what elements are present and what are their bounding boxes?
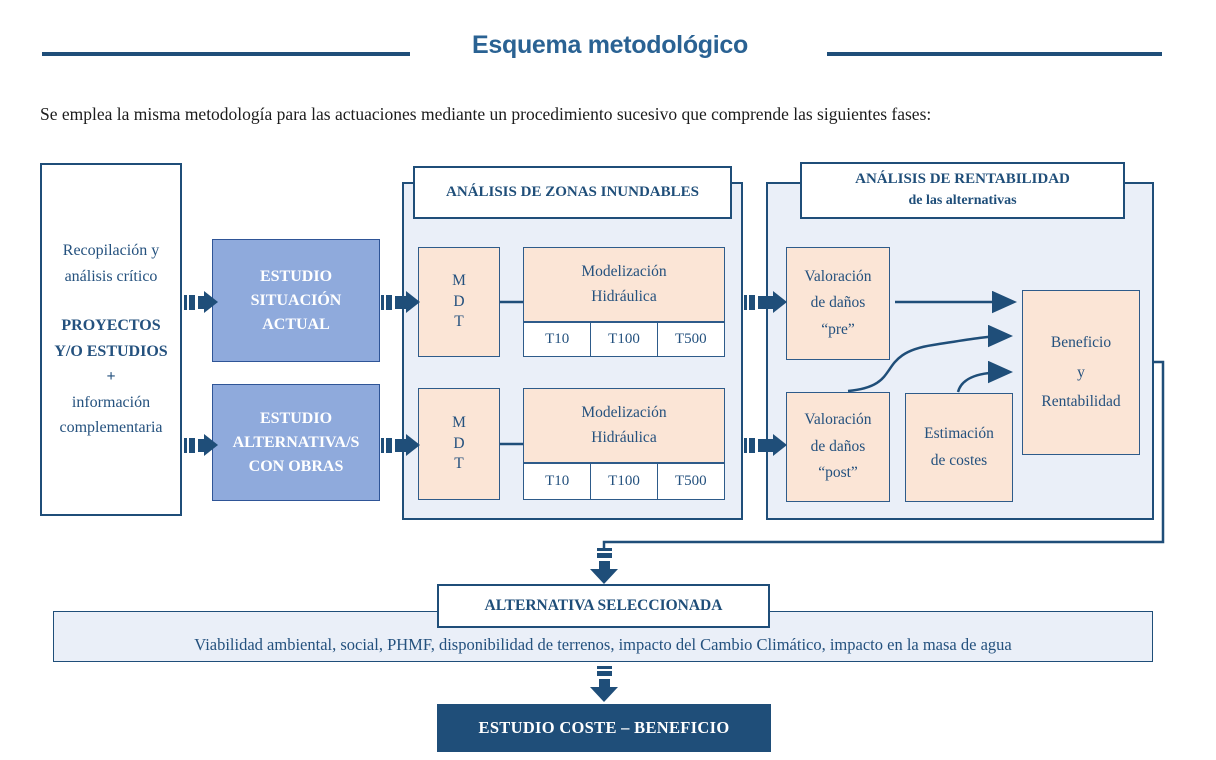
damage-pre-line: de daños [810, 294, 866, 312]
benefit-line: Rentabilidad [1041, 393, 1121, 411]
selected-alternative-box [437, 584, 770, 628]
mdt-letter: D [453, 434, 465, 452]
damage-pre-line: “pre” [821, 320, 855, 338]
cost-benefit-box [437, 704, 771, 752]
source-line: PROYECTOS [61, 317, 161, 335]
damage-pre-box [786, 247, 890, 360]
selected-alternative-label: ALTERNATIVA SELECCIONADA [484, 597, 723, 614]
down-arrow-icon [590, 548, 618, 584]
striped-arrow-icon [744, 434, 787, 456]
title-rule-right [827, 52, 1162, 56]
damage-post-box [786, 392, 890, 502]
hydraulic-model-line: Modelización [581, 403, 667, 421]
striped-arrow-icon [381, 291, 420, 313]
study-box-line: ALTERNATIVA/S [232, 433, 360, 451]
damage-post-line: de daños [810, 437, 866, 455]
viability-text: Viabilidad ambiental, social, PHMF, disponibilidad de terrenos, impacto del Cambio Climático, impacto en la masa de agua [194, 635, 1012, 654]
profit-analysis-title: ANÁLISIS DE RENTABILIDAD [855, 171, 1070, 188]
down-arrow-icon [590, 666, 618, 702]
source-line: análisis crítico [64, 267, 158, 285]
profit-analysis-header [800, 162, 1125, 219]
profit-analysis-subtitle: de las alternativas [908, 193, 1017, 209]
hydraulic-model-line: Hidráulica [591, 428, 657, 446]
title-rule-left [42, 52, 410, 56]
damage-pre-line: Valoración [804, 267, 872, 285]
source-line: Y/O ESTUDIOS [54, 342, 168, 360]
striped-arrow-icon [184, 291, 218, 313]
return-period-cell: T500 [657, 463, 725, 500]
hydraulic-model-box [523, 247, 725, 322]
return-period-cell: T10 [523, 463, 591, 500]
intro-text: Se emplea la misma metodología para las actuaciones mediante un procedimiento sucesivo que comprende las siguientes fases: [40, 104, 932, 124]
return-period-cell: T500 [657, 322, 725, 357]
benefit-line: y [1077, 363, 1085, 381]
source-line: información [71, 393, 151, 411]
study-box-line: CON OBRAS [248, 457, 344, 475]
hydraulic-model-box [523, 388, 725, 463]
study-box-line: ACTUAL [262, 315, 330, 333]
study-box-line: ESTUDIO [259, 267, 333, 285]
mdt-box [418, 388, 500, 500]
hydraulic-model-line: Hidráulica [591, 287, 657, 305]
mdt-letter: M [452, 271, 466, 289]
source-line: complementaria [59, 419, 163, 437]
return-period-cell: T100 [590, 322, 658, 357]
cost-estimate-line: de costes [930, 451, 988, 469]
study-box-line: ESTUDIO [259, 409, 333, 427]
return-period-cell: T10 [523, 322, 591, 357]
striped-arrow-icon [184, 434, 218, 456]
mdt-box [418, 247, 500, 357]
source-line: Recopilación y [62, 241, 160, 259]
striped-arrow-icon [381, 434, 420, 456]
estudio-alternativas-box [212, 384, 380, 501]
estudio-situacion-actual-box [212, 239, 380, 362]
cost-estimate-box [905, 393, 1013, 502]
flood-analysis-header [413, 166, 732, 219]
source-line: + [106, 368, 116, 386]
striped-arrow-icon [744, 291, 787, 313]
source-box [40, 163, 182, 516]
cost-benefit-label: ESTUDIO COSTE – BENEFICIO [478, 718, 730, 737]
benefit-box [1022, 290, 1140, 455]
mdt-letter: T [454, 455, 464, 473]
benefit-line: Beneficio [1050, 334, 1112, 352]
hydraulic-model-line: Modelización [581, 262, 667, 280]
cost-estimate-line: Estimación [924, 425, 994, 443]
mdt-letter: T [454, 313, 464, 331]
damage-post-line: Valoración [804, 411, 872, 429]
damage-post-line: “post” [818, 464, 858, 482]
page-title: Esquema metodológico [472, 31, 748, 59]
mdt-letter: M [452, 413, 466, 431]
flood-analysis-title: ANÁLISIS DE ZONAS INUNDABLES [446, 183, 699, 200]
mdt-letter: D [453, 292, 465, 310]
study-box-line: SITUACIÓN [250, 291, 342, 309]
return-period-cell: T100 [590, 463, 658, 500]
